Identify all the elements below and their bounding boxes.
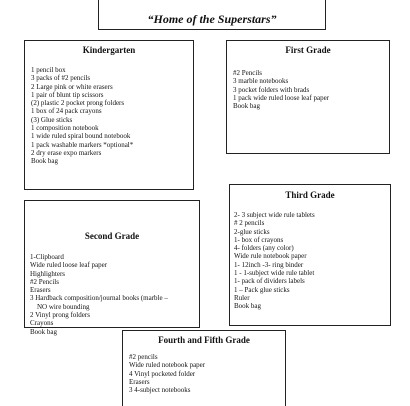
first-grade-list [233,69,329,110]
fourth-fifth-grade-title: Fourth and Fifth Grade [158,335,250,345]
list-item: Book bag [31,157,59,166]
list-item: Wide rule notebook paper [234,252,307,261]
list-item: 3 Hardback composition/journal books (marble – [30,294,168,303]
list-item: (2) plastic 2 pocket prong folders [31,99,125,108]
list-item: 2-glue sticks [234,227,270,236]
list-item: 3 pocket folders with brads [233,85,310,94]
list-item: 1- 12inch -3- ring binder [234,260,304,269]
fourth-fifth-grade-list [129,353,205,394]
list-item: 1 - 1-subject wide rule tablet [234,269,315,278]
list-item: 3 packs of #2 pencils [31,74,91,83]
list-item: 2 dry erase expo markers [31,148,102,157]
list-item: 1- box of crayons [234,235,284,244]
first-grade-box [226,40,390,154]
second-grade-title: Second Grade [84,231,140,241]
third-grade-title: Third Grade [285,190,335,200]
third-grade-box [229,184,391,326]
list-item: 1 pair of blunt tip scissors [31,90,104,99]
list-item: #2 Pencils [30,277,59,286]
third-grade-list [234,211,315,311]
first-grade-title: First Grade [285,45,331,55]
school-motto: “Home of the Superstars” [147,12,277,26]
list-item: (3) Glue sticks [31,115,73,124]
list-item: Erasers [30,286,51,295]
list-item: 1 pencil box [31,66,66,74]
second-grade-box [24,200,200,336]
list-item: 1-Clipboard [30,253,64,261]
list-item: Book bag [30,327,58,336]
list-item: Highlighters [30,269,65,278]
list-item: 1 composition notebook [31,124,99,133]
list-item: #2 pencils [129,353,158,361]
list-item: Book bag [233,102,261,111]
list-item: 1 pack wide ruled loose leaf paper [233,93,330,102]
list-item: 4 Vinyl pocketed folder [129,369,196,378]
kindergarten-list [31,66,133,166]
list-item: Erasers [129,377,150,386]
list-item: 2 Large pink or white erasers [31,82,113,91]
list-item: Wide ruled loose leaf paper [30,261,108,270]
kindergarten-title: Kindergarten [82,45,136,55]
list-item: 2- 3 subject wide rule tablets [234,211,315,219]
list-item: 1- pack of dividers labels [234,277,305,286]
list-item: Crayons [30,319,54,328]
fourth-fifth-grade-box [122,330,286,406]
list-item: Ruler [234,293,250,302]
list-item: 3 marble notebooks [233,77,289,86]
list-item: NO wire bounding [30,302,90,311]
list-item: 1 box of 24 pack crayons [31,107,102,116]
list-item: 2 Vinyl prong folders [30,311,90,320]
list-item: 1 pack washable markers *optional* [31,140,134,149]
list-item: Wide ruled notebook paper [129,361,206,370]
list-item: 3 4-subject notebooks [129,386,191,395]
kindergarten-box [24,40,194,190]
header-box [98,0,326,30]
list-item: 1 – Pack glue sticks [234,285,290,294]
list-item: 1 wide ruled spiral bound notebook [31,132,131,141]
list-item: # 2 pencils [234,219,265,228]
list-item: Book bag [234,302,262,311]
list-item: 4- folders (any color) [234,244,294,253]
list-item: #2 Pencils [233,69,262,77]
second-grade-list [30,253,168,336]
